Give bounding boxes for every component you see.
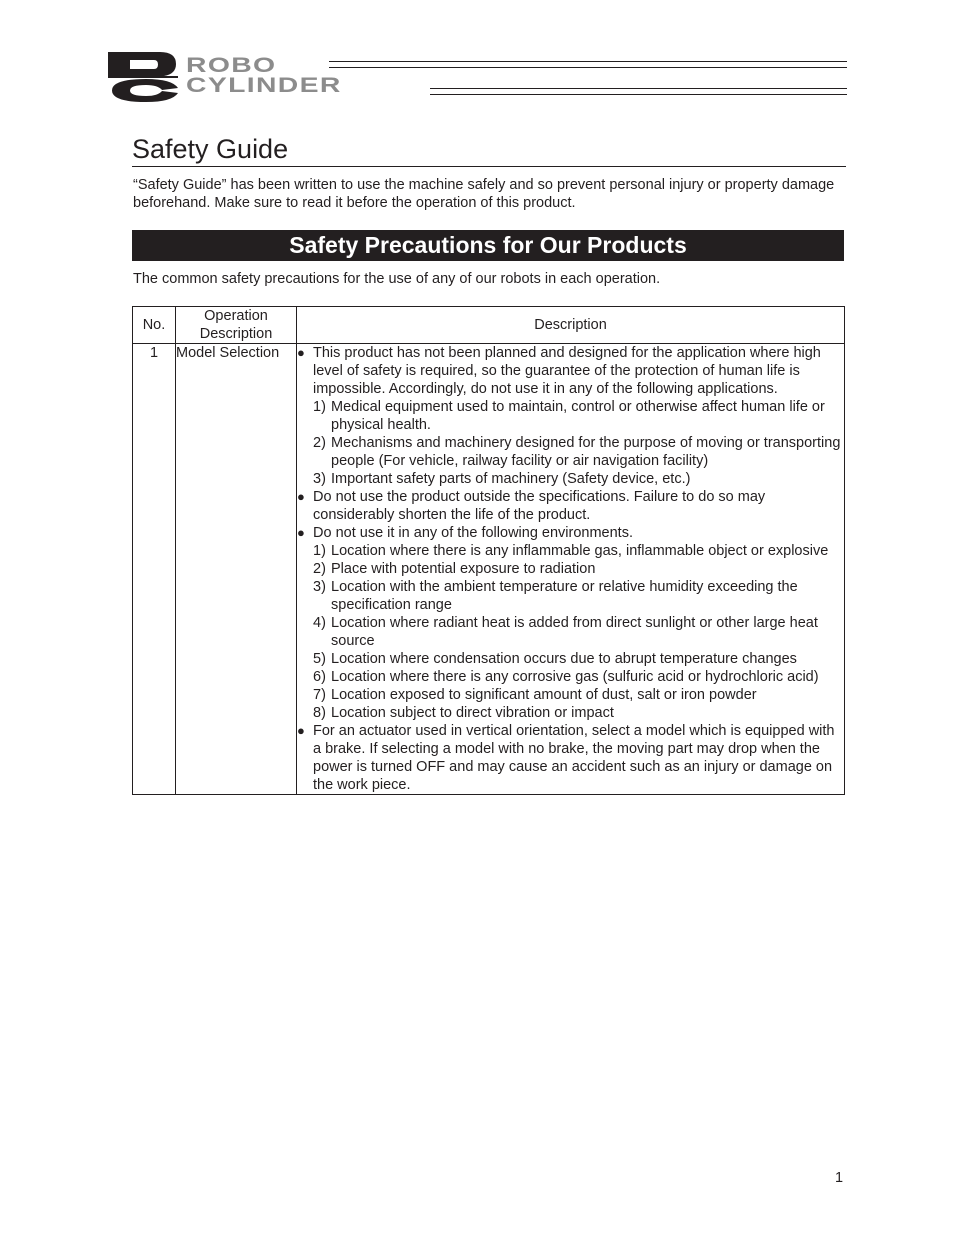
sub-item-number: 3) [313, 579, 326, 595]
header-rule-bottom [430, 88, 847, 95]
sub-item [297, 704, 844, 722]
sub-item [297, 542, 844, 560]
sub-item-text: Medical equipment used to maintain, control or otherwise affect human life or physical health. [331, 399, 825, 433]
sub-item-number: 7) [313, 687, 326, 703]
bullet-text: This product has not been planned and designed for the application where high level of safety is required, so the guarantee of the protection of human life is impossible. Accordingly, do not use it in any of the following applications. [313, 345, 821, 397]
logo-text-cylinder: CYLINDER [186, 74, 342, 97]
section-heading: Safety Precautions for Our Products [132, 230, 844, 261]
page-number: 1 [835, 1170, 844, 1186]
sub-item-number: 1) [313, 543, 326, 559]
bullet-icon: ● [297, 489, 305, 504]
table-row [133, 344, 845, 795]
sub-item-number: 2) [313, 435, 326, 451]
header-rule-top [329, 61, 847, 68]
bullet-icon: ● [297, 525, 305, 540]
safety-table [132, 306, 845, 795]
sub-item [297, 668, 844, 686]
sub-item-number: 4) [313, 615, 326, 631]
sub-item [297, 560, 844, 578]
sub-item [297, 434, 844, 470]
page-title: Safety Guide [132, 133, 846, 167]
sub-item-text: Important safety parts of machinery (Safety device, etc.) [331, 471, 691, 487]
sub-item [297, 578, 844, 614]
sub-item-text: Mechanisms and machinery designed for the purpose of moving or transporting people (For vehicle, railway facility or air navigation facility) [331, 435, 841, 469]
header-no: No. [133, 307, 176, 344]
bullet-icon: ● [297, 723, 305, 738]
sub-item-text: Location subject to direct vibration or impact [331, 705, 614, 721]
sub-item-number: 3) [313, 471, 326, 487]
sub-item-text: Location where condensation occurs due to abrupt temperature changes [331, 651, 797, 667]
sub-item-text: Location where radiant heat is added from direct sunlight or other large heat source [331, 615, 818, 649]
sub-item [297, 470, 844, 488]
bullet-text: Do not use the product outside the specifications. Failure to do so may considerably shorten the life of the product. [313, 489, 766, 523]
sub-item-text: Location exposed to significant amount of dust, salt or iron powder [331, 687, 757, 703]
bullet-text: For an actuator used in vertical orientation, select a model which is equipped with a brake. If selecting a model with no brake, the moving part may drop when the power is turned OFF and may cause an accident such as an injury or damage on the work piece. [313, 723, 835, 793]
header-description: Description [297, 307, 845, 344]
header-operation: Operation Description [176, 307, 297, 344]
sub-item-number: 1) [313, 399, 326, 415]
sub-item [297, 650, 844, 668]
sub-item-number: 2) [313, 561, 326, 577]
sub-item-text: Location with the ambient temperature or relative humidity exceeding the specification range [331, 579, 798, 613]
sub-item-number: 6) [313, 669, 326, 685]
sub-item [297, 614, 844, 650]
sub-item-number: 8) [313, 705, 326, 721]
logo-text-robo: ROBO [186, 54, 277, 77]
row-description [297, 344, 845, 795]
bullet-item [297, 344, 844, 398]
bullet-item [297, 488, 844, 524]
sub-item-text: Location where there is any inflammable gas, inflammable object or explosive [331, 543, 829, 559]
sub-item-text: Place with potential exposure to radiation [331, 561, 596, 577]
bullet-text: Do not use it in any of the following environments. [313, 525, 633, 541]
section-intro: The common safety precautions for the use of any of our robots in each operation. [133, 271, 661, 287]
row-operation: Model Selection [176, 344, 297, 795]
bullet-icon: ● [297, 345, 305, 360]
rc-logo-mark-icon [108, 52, 184, 102]
intro-paragraph: “Safety Guide” has been written to use the machine safely and so prevent personal injury or property damage beforehand. Make sure to read it before the operation of this product. [133, 177, 835, 211]
sub-item [297, 686, 844, 704]
sub-item-text: Location where there is any corrosive gas (sulfuric acid or hydrochloric acid) [331, 669, 819, 685]
bullet-item [297, 722, 844, 794]
bullet-item [297, 524, 844, 542]
sub-item-number: 5) [313, 651, 326, 667]
row-number: 1 [133, 344, 176, 795]
sub-item [297, 398, 844, 434]
table-header-row [133, 307, 845, 344]
